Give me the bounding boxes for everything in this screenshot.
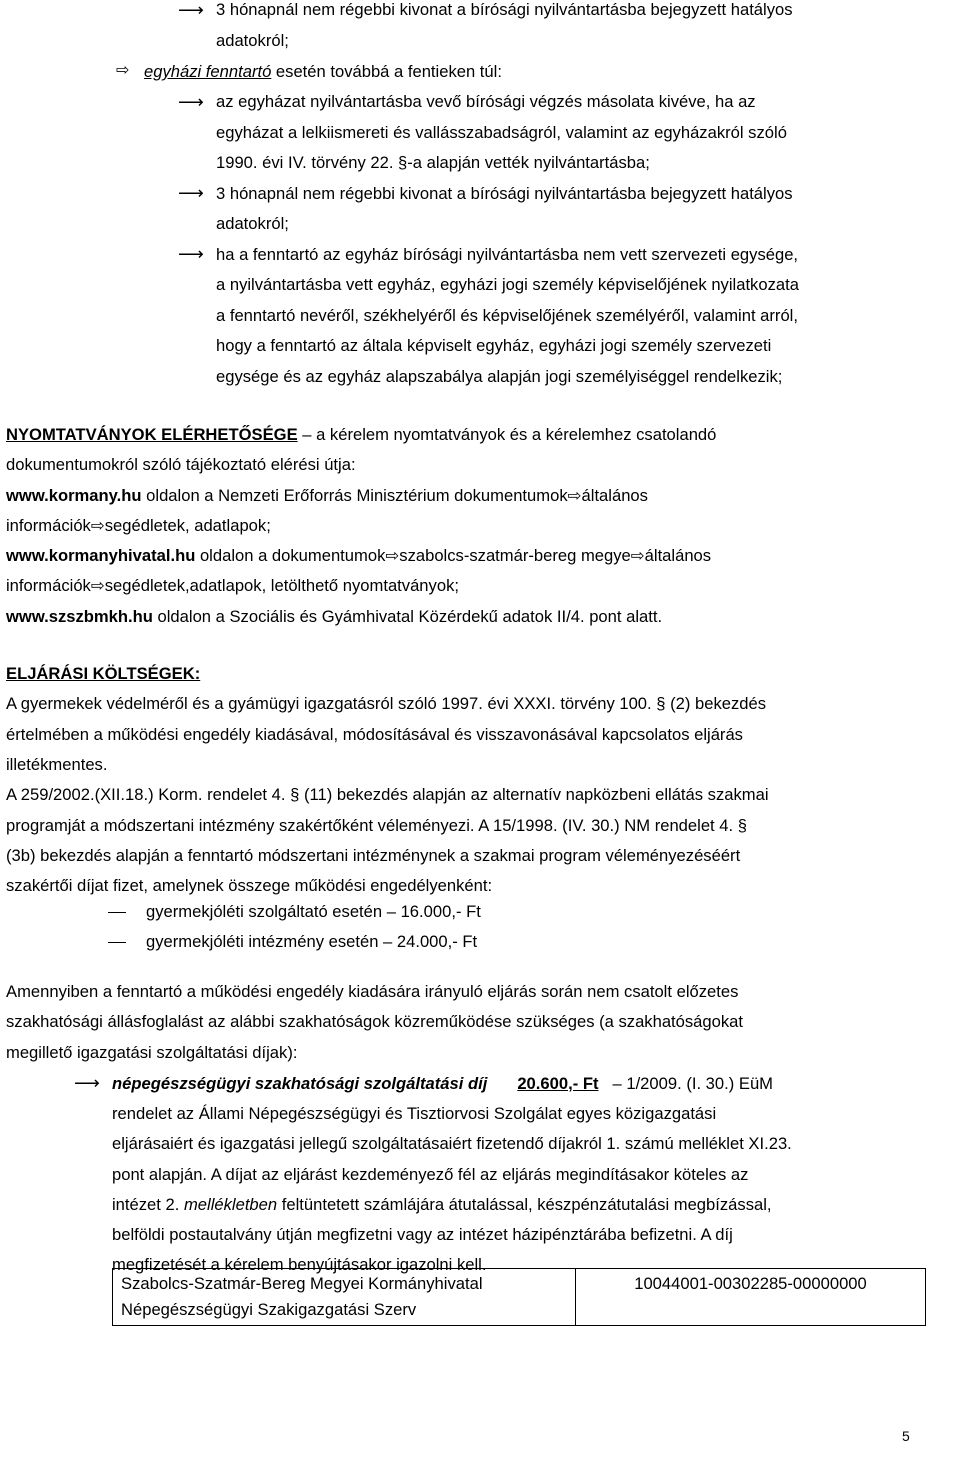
- text-line: információk⇨segédletek,adatlapok, letölthető nyomtatványok;: [6, 576, 459, 595]
- text-line: adatokról;: [216, 214, 289, 233]
- text-line: [216, 336, 924, 356]
- text-line: adatokról;: [216, 31, 289, 50]
- text-line: rendelet az Állami Népegészségügyi és Tisztiorvosi Szolgálat egyes közigazgatási: [112, 1104, 717, 1123]
- text-line: A gyermekek védelméről és a gyámügyi igazgatásról szóló 1997. évi XXXI. törvény 100. § (2) bekezdés: [6, 694, 767, 713]
- text-line: oldalon a Szociális és Gyámhivatal Közérdekű adatok II/4. pont alatt.: [152, 607, 663, 626]
- text-line: megillető igazgatási szolgáltatási díjak):: [6, 1043, 298, 1062]
- table-row: [113, 1269, 926, 1326]
- text-line: illetékmentes.: [6, 755, 108, 774]
- list-item: [216, 184, 924, 204]
- link-line: [6, 486, 648, 506]
- org-cell: [113, 1269, 576, 1326]
- text-line: [216, 123, 924, 143]
- page-number: 5: [902, 1428, 910, 1444]
- text-line: intézet 2.: [112, 1195, 184, 1214]
- list-item: [112, 1074, 773, 1094]
- section-heading: ELJÁRÁSI KÖLTSÉGEK:: [6, 664, 201, 683]
- text-line: esetén továbbá a fentieken túl:: [271, 62, 502, 81]
- forms-section: [6, 425, 716, 445]
- text-line: 1990. évi IV. törvény 22. §-a alapján vették nyilvántartásba;: [216, 153, 650, 172]
- text-line: [112, 1195, 772, 1215]
- text-line: eljárásaiért és igazgatási jellegű szolgáltatásaiért fizetendő díjakról 1. számú melléklet XI.23.: [112, 1134, 792, 1153]
- section-heading: NYOMTATVÁNYOK ELÉRHETŐSÉGE: [6, 425, 298, 444]
- text-line: szakértői díjat fizet, amelynek összege működési engedélyenként:: [6, 876, 493, 895]
- text-line: [112, 1225, 924, 1245]
- dash-bullet-icon: [108, 912, 126, 913]
- list-item: gyermekjóléti intézmény esetén – 24.000,- Ft: [146, 932, 478, 951]
- text-line: belföldi postautalvány útján megfizetni vagy az intézet házipénztárába befizetni. A díj: [112, 1225, 733, 1244]
- text-line: 3 hónapnál nem régebbi kivonat a bírósági nyilvántartásba bejegyzett hatályos: [216, 0, 793, 19]
- list-item: [144, 62, 502, 82]
- text-line: A 259/2002.(XII.18.) Korm. rendelet 4. § (11) bekezdés alapján az alternatív napközbeni ellátás szakmai: [6, 785, 769, 804]
- arrow-icon: ⟶: [178, 92, 204, 112]
- org-name-line: Népegészségügyi Szakigazgatási Szerv: [121, 1300, 417, 1319]
- text-line: [6, 725, 924, 745]
- text-line: információk⇨segédletek, adatlapok;: [6, 516, 271, 535]
- text-line: Amennyiben a fenntartó a működési engedély kiadására irányuló eljárás során nem csatolt előzetes: [6, 982, 739, 1001]
- dash-bullet-icon: [108, 942, 126, 943]
- outline-arrow-icon: ⇨: [116, 62, 130, 79]
- list-item: [216, 0, 924, 20]
- text-line: oldalon a dokumentumok⇨szabolcs-szatmár-bereg megye⇨általános: [195, 546, 712, 565]
- text-line: megfizetését a kérelem benyújtásakor igazolni kell.: [112, 1255, 487, 1274]
- text-line: egysége és az egyház alapszabálya alapján jogi személyiséggel rendelkezik;: [216, 367, 783, 386]
- text-line: az egyházat nyilvántartásba vevő bírósági végzés másolata kivéve, ha az: [216, 92, 756, 111]
- text-line: programját a módszertani intézmény szakértőként véleményezi. A 15/1998. (IV. 30.) NM rendelet 4. §: [6, 816, 747, 835]
- list-item: gyermekjóléti szolgáltató esetén – 16.000,- Ft: [146, 902, 481, 921]
- emphasis-text: egyházi fenntartó: [144, 62, 272, 81]
- text-line: egyházat a lelkiismereti és vallásszabadságról, valamint az egyházakról szóló: [216, 123, 787, 142]
- org-name-line: Szabolcs-Szatmár-Bereg Megyei Kormányhivatal: [121, 1274, 483, 1293]
- list-item: [216, 92, 924, 112]
- text-line: – a kérelem nyomtatványok és a kérelemhez csatolandó: [297, 425, 717, 444]
- emphasis-text: mellékletben: [183, 1195, 278, 1214]
- arrow-icon: ⟶: [178, 0, 204, 20]
- list-item: ha a fenntartó az egyház bírósági nyilvántartásba nem vett szervezeti egysége,: [216, 245, 799, 264]
- arrow-icon: ⟶: [178, 244, 204, 264]
- link-line: [6, 607, 662, 627]
- text-line: hogy a fenntartó az általa képviselt egyház, egyházi jogi személy szervezeti: [216, 336, 772, 355]
- text-line: oldalon a Nemzeti Erőforrás Minisztérium dokumentumok⇨általános: [141, 486, 648, 505]
- text-line: (3b) bekezdés alapján a fenntartó módszertani intézménynek a szakmai program véleményezéséért: [6, 846, 741, 865]
- text-line: a nyilvántartásba vett egyház, egyházi jogi személy képviselőjének nyilatkozata: [216, 275, 799, 294]
- text-line: szakhatósági állásfoglalást az alábbi szakhatóságok közreműködése szükséges (a szakhatóságokat: [6, 1012, 744, 1031]
- text-line: 3 hónapnál nem régebbi kivonat a bírósági nyilvántartásba bejegyzett hatályos: [216, 184, 793, 203]
- text-line: – 1/2009. (I. 30.) EüM: [612, 1074, 773, 1093]
- text-line: a fenntartó nevéről, székhelyéről és képviselőjének személyéről, valamint arról,: [216, 306, 798, 325]
- fee-title: népegészségügyi szakhatósági szolgáltatási díj: [112, 1074, 488, 1093]
- text-line: értelmében a működési engedély kiadásával, módosításával és visszavonásával kapcsolatos eljárás: [6, 725, 743, 744]
- bank-account-table: [112, 1268, 926, 1326]
- link-line: [6, 546, 711, 566]
- fee-amount: 20.600,- Ft: [517, 1074, 599, 1093]
- text-line: [112, 1104, 924, 1124]
- szszbmkh-link[interactable]: www.szszbmkh.hu: [6, 607, 153, 626]
- text-line: [112, 1165, 924, 1185]
- arrow-icon: ⟶: [74, 1073, 100, 1093]
- kormanyhivatal-link[interactable]: www.kormanyhivatal.hu: [6, 546, 196, 565]
- account-cell: 10044001-00302285-00000000: [576, 1269, 926, 1326]
- text-line: feltüntetett számlájára átutalással, készpénzátutalási megbízással,: [277, 1195, 772, 1214]
- text-line: pont alapján. A díjat az eljárást kezdeményező fél az eljárás megindításakor köteles az: [112, 1165, 749, 1184]
- kormany-link[interactable]: www.kormany.hu: [6, 486, 142, 505]
- text-line: dokumentumokról szóló tájékoztató elérési útja:: [6, 455, 356, 474]
- arrow-icon: ⟶: [178, 183, 204, 203]
